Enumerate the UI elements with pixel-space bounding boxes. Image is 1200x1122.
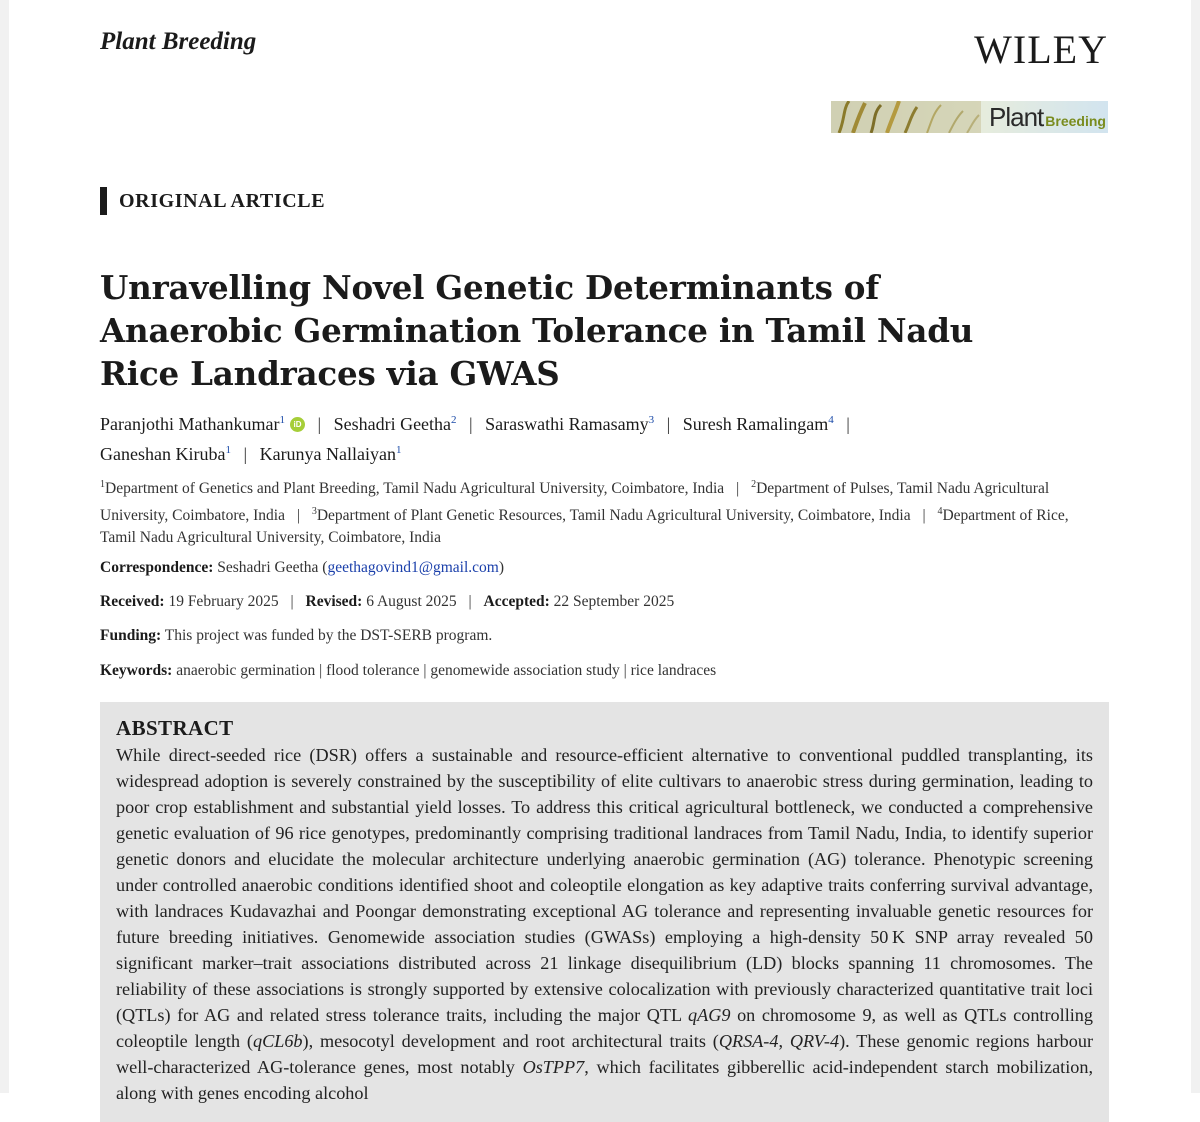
banner-title [989, 102, 1106, 133]
article-type: ORIGINAL ARTICLE [100, 187, 325, 215]
funding-label: Funding: [100, 627, 162, 644]
dates-line [100, 593, 1100, 611]
abstract-text [116, 742, 1093, 1106]
abstract-segment: ), mesocotyl development and root architectural traits ( [302, 1031, 719, 1051]
author-name[interactable]: Karunya Nallaiyan [259, 444, 397, 464]
correspondence-name: Seshadri Geetha [217, 559, 319, 576]
author-name[interactable]: Paranjothi Mathankumar [100, 414, 280, 434]
correspondence-label: Correspondence: [100, 559, 214, 576]
received-label: Received: [100, 593, 165, 610]
author-separator: | [666, 414, 671, 434]
affiliation-marker: 3 [311, 505, 317, 517]
keyword-separator: | [319, 662, 323, 679]
author-name[interactable]: Ganeshan Kiruba [100, 444, 226, 464]
correspondence-line [100, 559, 1100, 577]
date-separator: | [290, 593, 294, 610]
affiliation-separator: | [736, 480, 740, 498]
journal-name: Plant Breeding [100, 28, 257, 55]
author-separator: | [317, 414, 322, 434]
correspondence-paren-open: ( [322, 559, 328, 576]
accepted-label: Accepted: [483, 593, 550, 610]
affiliation-text: Department of Plant Genetic Resources, Tamil Nadu Agricultural University, Coimbatore, India [316, 506, 911, 524]
funding-line [100, 627, 1100, 645]
gene-name: QRSA-4 [718, 1031, 779, 1051]
abstract-segment: ). These genomic regions harbour well-characterized AG-tolerance genes, most notably [116, 1031, 1094, 1077]
affiliation-text: Department of Pulses, Tamil Nadu Agricultural University, Coimbatore, India [100, 480, 1050, 524]
page-edge-left [0, 0, 9, 1093]
keyword-separator: | [623, 662, 627, 679]
author-name[interactable]: Suresh Ramalingam [682, 414, 829, 434]
author-separator: | [846, 414, 850, 434]
publisher-logo: WILEY [974, 27, 1108, 72]
page-edge-right [1191, 0, 1200, 1093]
abstract-segment: , which facilitates gibberellic acid-independent starch mobilization, along with genes encoding alcohol [116, 1057, 1093, 1103]
author-affiliation-marker[interactable]: 1 [225, 444, 231, 456]
author-affiliation-marker[interactable]: 3 [648, 414, 655, 426]
affiliation-separator: | [922, 506, 926, 524]
author-affiliation-marker[interactable]: 1 [279, 414, 285, 426]
author-affiliation-marker[interactable]: 1 [396, 444, 402, 456]
gene-name: OsTPP7 [522, 1057, 585, 1077]
correspondence-paren-close: ) [498, 559, 505, 576]
banner-title-plant: Plant [989, 102, 1044, 132]
author-name[interactable]: Seshadri Geetha [333, 414, 452, 434]
author-name[interactable]: Saraswathi Ramasamy [485, 414, 649, 434]
affiliation-text: Department of Genetics and Plant Breeding, Tamil Nadu Agricultural University, Coimbatore, India [105, 480, 725, 498]
author-list [100, 407, 1100, 467]
author-separator: | [469, 414, 473, 434]
author-affiliation-marker[interactable]: 4 [828, 414, 834, 426]
author-affiliation-marker[interactable]: 2 [451, 414, 457, 426]
date-separator: | [468, 593, 472, 610]
article-title: Unravelling Novel Genetic Determinants of Anaerobic Germination Tolerance in Tamil Nadu Rice Landraces via GWAS [100, 268, 974, 393]
author-separator: | [243, 444, 248, 464]
abstract-segment: , [778, 1031, 790, 1051]
keyword[interactable]: rice landraces [630, 662, 717, 679]
banner-title-breeding: Breeding [1045, 113, 1106, 129]
gene-name: QRV-4 [789, 1031, 840, 1051]
abstract-segment: While direct-seeded rice (DSR) offers a sustainable and resource-efficient alternative to conventional puddled transplanting, its widespread adoption is severely constrained by the susceptibility of elite cultivars to anaerobic stress during germination, leading to poor crop establishment and substantial yield losses. To address this critical agricultural bottleneck, we conducted a comprehensive genetic evaluation of 96 rice genotypes, predominantly comprising traditional landraces from Tamil Nadu, India, to identify superior genetic donors and elucidate the molecular architecture underlying anaerobic germination (AG) tolerance. Phenotypic screening under controlled anaerobic conditions identified shoot and coleoptile elongation as key adaptive traits conferring survival advantage, with landraces Kudavazhai and Poongar demonstrating exceptional AG tolerance and representing invaluable genetic resources for future breeding initiatives. Genomewide association studies (GWASs) employing a high-density 50 K SNP array revealed 50 significant marker–trait associations distributed across 21 linkage disequilibrium (LD) blocks spanning 11 chromosomes. The reliability of these associations is strongly supported by extensive colocalization with previously characterized quantitative trait loci (QTLs) for AG and related stress tolerance traits, including the major QTL [116, 745, 1093, 1025]
keyword-separator: | [423, 662, 427, 679]
abstract-box [100, 702, 1109, 1122]
keyword[interactable]: anaerobic germination [176, 662, 316, 679]
gene-name: qAG9 [688, 1005, 731, 1025]
funding-text: This project was funded by the DST-SERB program. [164, 627, 493, 644]
gene-name: qCL6b [253, 1031, 303, 1051]
revised-date: 6 August 2025 [366, 593, 457, 610]
received-date: 19 February 2025 [168, 593, 279, 610]
affiliations [100, 474, 1100, 550]
affiliation-text: Department of Rice, Tamil Nadu Agricultural University, Coimbatore, India [100, 506, 1069, 547]
correspondence-email-link[interactable]: geethagovind1@gmail.com [327, 559, 499, 576]
keywords-line [100, 662, 1100, 680]
orcid-icon[interactable]: iD [290, 417, 305, 432]
keywords-label: Keywords: [100, 662, 173, 679]
affiliation-marker: 2 [751, 479, 757, 490]
journal-banner [831, 101, 1108, 133]
keyword[interactable]: genomewide association study [430, 662, 620, 679]
affiliation-separator: | [296, 506, 300, 524]
accepted-date: 22 September 2025 [553, 593, 675, 610]
revised-label: Revised: [305, 593, 363, 610]
affiliation-marker: 1 [100, 479, 105, 490]
keyword[interactable]: flood tolerance [326, 662, 420, 679]
affiliation-marker: 4 [937, 505, 943, 517]
abstract-heading: ABSTRACT [116, 716, 234, 740]
abstract-segment: on chromosome 9, as well as QTLs controlling coleoptile length ( [116, 1005, 1093, 1051]
